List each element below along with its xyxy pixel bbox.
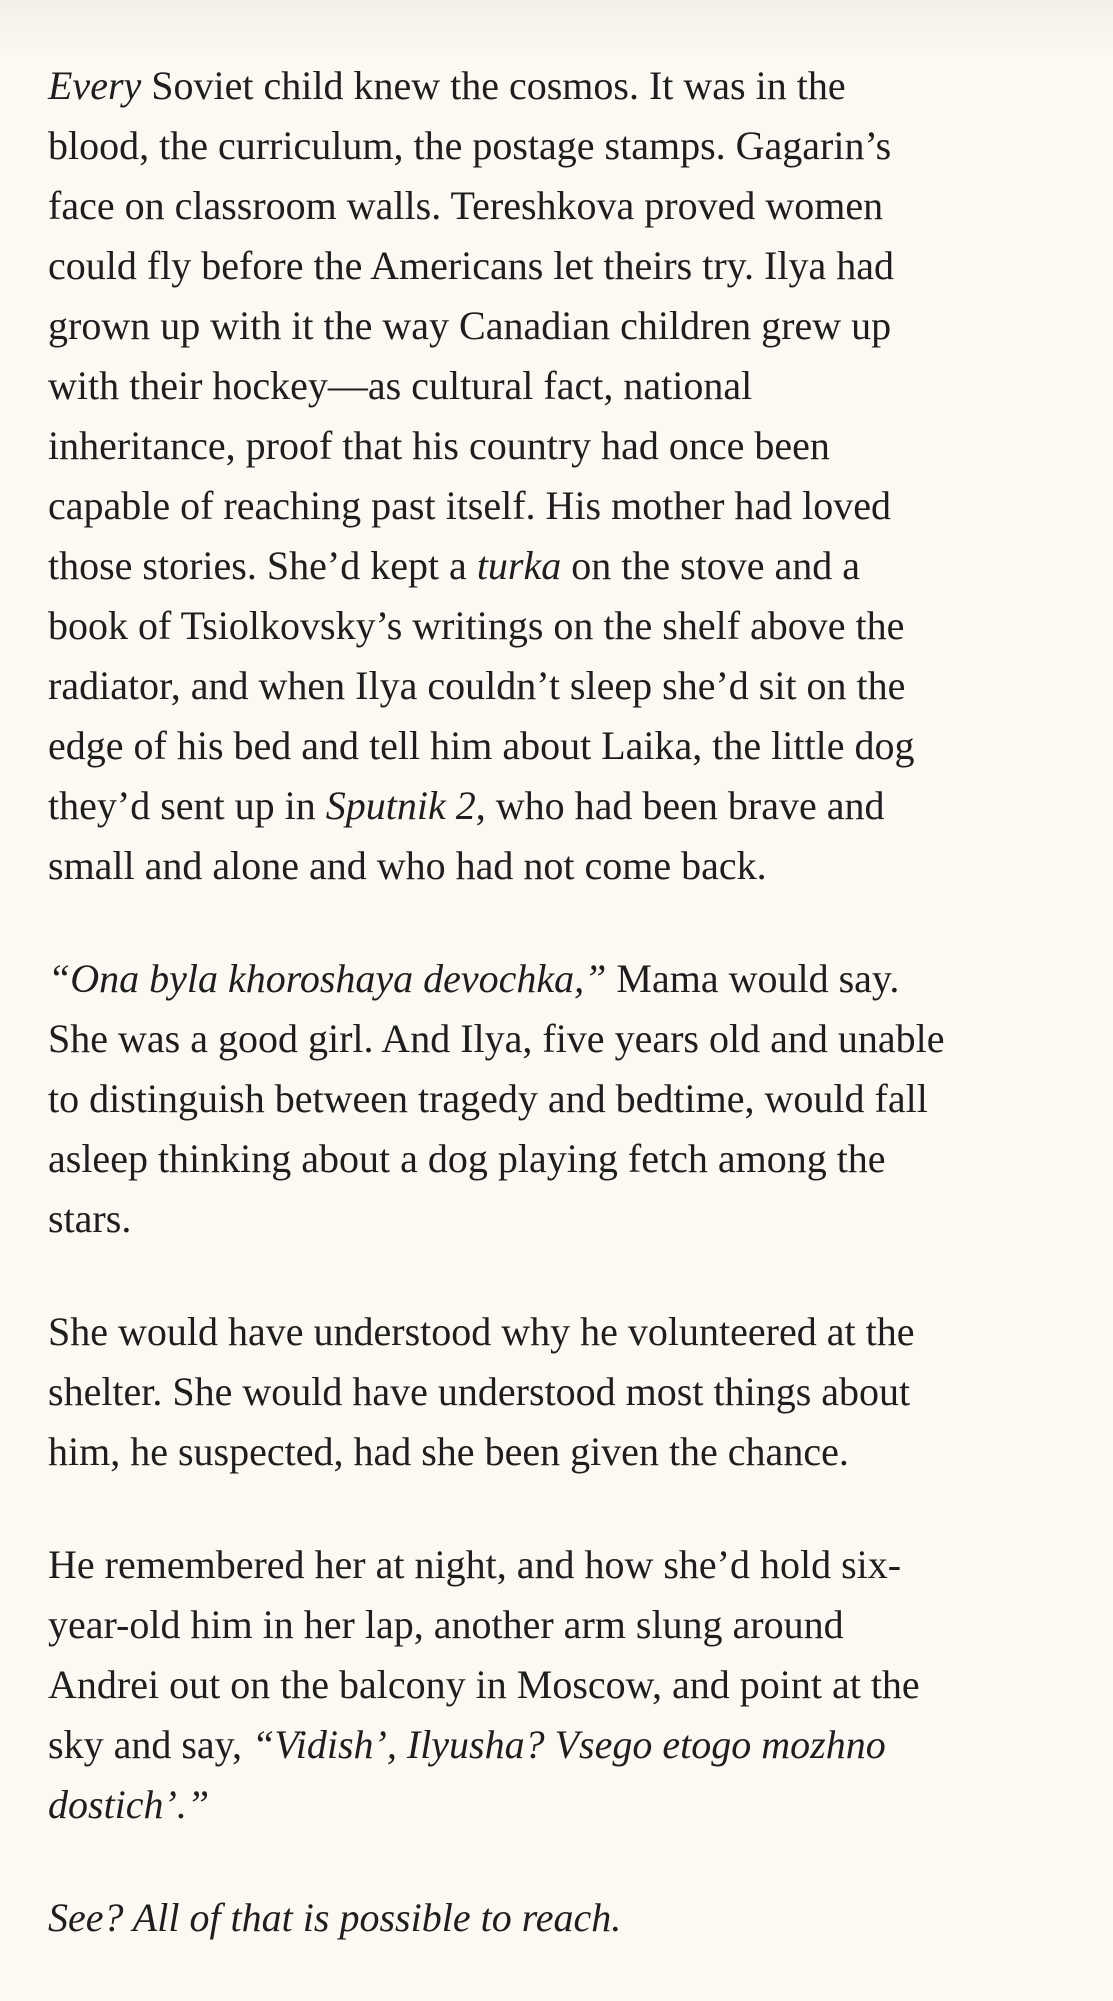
paragraph [48,56,1088,896]
text-run: could fly before the Americans let theirs try. Ilya had [48,243,894,288]
paragraph [48,1535,1088,1835]
paragraph [48,1888,1088,1948]
article-body [48,56,1088,2001]
text-line [48,1535,1088,1595]
text-line [48,656,1088,716]
text-run: He remembered her at night, and how she’d hold six- [48,1542,902,1587]
text-run: sky and say, [48,1722,253,1767]
italic-text-run: “Ona byla khoroshaya devochka,” [48,956,607,1001]
text-run: year-old him in her lap, another arm slung around [48,1602,844,1647]
text-line [48,1888,1088,1948]
italic-text-run: See? All of that is possible to reach. [48,1895,622,1940]
text-line [48,116,1088,176]
text-line [48,1009,1088,1069]
text-run: , who had been brave and [475,783,885,828]
text-line [48,536,1088,596]
italic-text-run: “Vidish’, Ilyusha? Vsego etogo mozhno [252,1722,886,1767]
text-line [48,716,1088,776]
text-run: to distinguish between tragedy and bedtime, would fall [48,1076,928,1121]
italic-text-run: turka [476,543,562,588]
text-line [48,356,1088,416]
text-run: blood, the curriculum, the postage stamps. Gagarin’s [48,123,892,168]
text-line [48,1595,1088,1655]
text-run: She would have understood why he volunteered at the [48,1309,915,1354]
text-run: capable of reaching past itself. His mother had loved [48,483,892,528]
italic-text-run: Sputnik 2 [325,783,476,828]
text-run: small and alone and who had not come back. [48,843,767,888]
text-line [48,1302,1088,1362]
text-run: book of Tsiolkovsky’s writings on the shelf above the [48,603,905,648]
text-run: grown up with it the way Canadian children grew up [48,303,892,348]
text-run: inheritance, proof that his country had once been [48,423,830,468]
text-line [48,296,1088,356]
text-line [48,596,1088,656]
text-run: radiator, and when Ilya couldn’t sleep she’d sit on the [48,663,906,708]
text-line [48,1069,1088,1129]
text-run: She was a good girl. And Ilya, five years old and unable [48,1016,945,1061]
italic-text-run: dostich’.” [48,1782,210,1827]
text-line [48,176,1088,236]
text-run: with their hockey—as cultural fact, national [48,363,753,408]
text-line [48,776,1088,836]
text-run: they’d sent up in [48,783,326,828]
italic-text-run: Every [48,63,142,108]
text-run: Andrei out on the balcony in Moscow, and point at the [48,1662,920,1707]
text-line [48,1362,1088,1422]
paragraph [48,949,1088,1249]
text-run: those stories. She’d kept a [48,543,477,588]
text-line [48,1129,1088,1189]
text-line [48,236,1088,296]
text-line [48,476,1088,536]
text-line [48,1715,1088,1775]
text-line [48,56,1088,116]
text-run: stars. [48,1196,132,1241]
text-line [48,1189,1088,1249]
text-run: asleep thinking about a dog playing fetch among the [48,1136,886,1181]
text-line [48,1775,1088,1835]
text-line [48,949,1088,1009]
text-run: shelter. She would have understood most things about [48,1369,911,1414]
text-line [48,1655,1088,1715]
text-run: Soviet child knew the cosmos. It was in the [141,63,846,108]
paragraph [48,1302,1088,1482]
text-run: Mama would say. [606,956,900,1001]
text-run: him, he suspected, had she been given the chance. [48,1429,849,1474]
text-run: on the stove and a [561,543,861,588]
top-edge-shade [0,0,1113,60]
text-line [48,416,1088,476]
text-line [48,836,1088,896]
text-line [48,1422,1088,1482]
text-run: edge of his bed and tell him about Laika, the little dog [48,723,915,768]
text-run: face on classroom walls. Tereshkova proved women [48,183,884,228]
